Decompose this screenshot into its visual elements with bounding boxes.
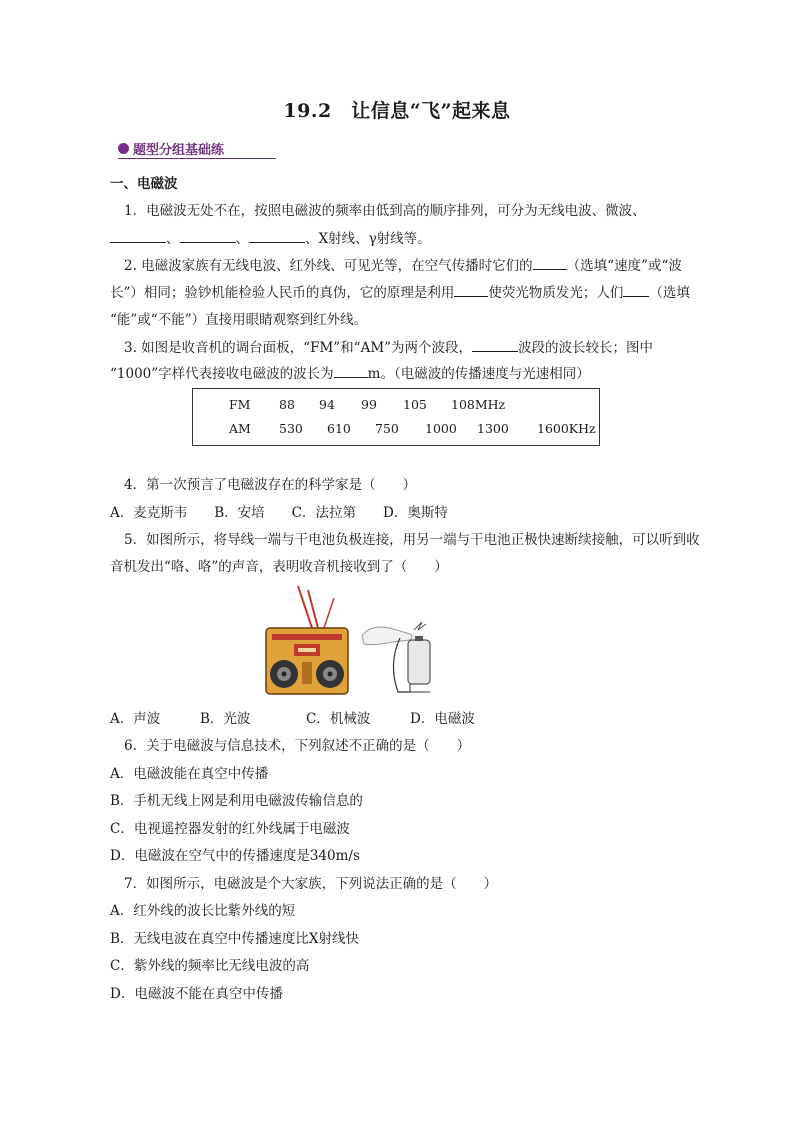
- answer-blank[interactable]: [110, 228, 166, 243]
- q3-line1: 3. 如图是收音机的调台面板，“FM”和“AM”为两个波段， 波段的波长较长；图中: [124, 336, 653, 356]
- q7-option-b: B．无线电波在真空中传播速度比X射线快: [110, 931, 360, 947]
- q6-option-c: C．电视遥控器发射的红外线属于电磁波: [110, 821, 350, 837]
- q6-option-a: A．电磁波能在真空中传播: [110, 766, 269, 782]
- heading-electromagnetic-waves: 一、电磁波: [110, 176, 178, 192]
- answer-blank[interactable]: [533, 255, 567, 270]
- section-badge: [118, 138, 276, 159]
- q7-option-a: A．红外线的波长比紫外线的短: [110, 903, 296, 919]
- q7-option-c: C．紫外线的频率比无线电波的高: [110, 958, 310, 974]
- q6-stem: 6．关于电磁波与信息技术，下列叙述不正确的是（ ）: [124, 738, 471, 754]
- q5-line2: 音机发出“咯、咯”的声音，表明收音机接收到了（ ）: [110, 559, 448, 575]
- q2-line3: “能”或“不能”）直接用眼睛观察到红外线。: [110, 312, 368, 328]
- q4-options: A．麦克斯韦 B．安培 C．法拉第 D．奥斯特: [110, 505, 448, 521]
- answer-blank[interactable]: [623, 282, 649, 297]
- section-badge-label: 题型分组基础练: [133, 142, 225, 158]
- radio-battery-figure: [264, 584, 446, 702]
- q6-option-d: D．电磁波在空气中的传播速度是340m/s: [110, 848, 360, 864]
- page-title: 19.2 让信息“飞”起来息: [283, 100, 511, 122]
- q6-option-b: B．手机无线上网是利用电磁波传输信息的: [110, 793, 363, 809]
- q4-stem: 4．第一次预言了电磁波存在的科学家是（ ）: [124, 477, 417, 493]
- answer-blank[interactable]: [334, 363, 368, 378]
- answer-blank[interactable]: [472, 337, 518, 352]
- answer-blank[interactable]: [249, 228, 305, 243]
- answer-blank[interactable]: [180, 228, 236, 243]
- q2-line2: 长”）相同；验钞机能检验人民币的真伪，它的原理是利用 使荧光物质发光；人们 （选填: [110, 281, 690, 301]
- q1-line2: 、 、 、X射线、γ射线等。: [110, 227, 431, 247]
- battery-hand-icon: [362, 622, 430, 692]
- q3-line2: “1000”字样代表接收电磁波的波长为 m。（电磁波的传播速度与光速相同）: [110, 362, 590, 382]
- radio-frequency-panel: FM 88 94 99 105 108MHz AM 530 610 750 1000 1300 1600KHz: [192, 388, 600, 446]
- q7-option-d: D．电磁波不能在真空中传播: [110, 986, 283, 1002]
- q2-line1: 2. 电磁波家族有无线电波、红外线、可见光等，在空气传播时它们的 （选填“速度”或“波: [124, 254, 682, 274]
- q5-line1: 5．如图所示，将导线一端与干电池负极连接，用另一端与干电池正极快速断续接触，可以听到收: [124, 532, 700, 548]
- q1-line1: 1．电磁波无处不在，按照电磁波的频率由低到高的顺序排列，可分为无线电波、微波、: [124, 203, 646, 219]
- radio-icon: [266, 586, 348, 694]
- q7-stem: 7．如图所示，电磁波是个大家族，下列说法正确的是（ ）: [124, 876, 498, 892]
- bullet-icon: [118, 143, 129, 154]
- answer-blank[interactable]: [454, 282, 488, 297]
